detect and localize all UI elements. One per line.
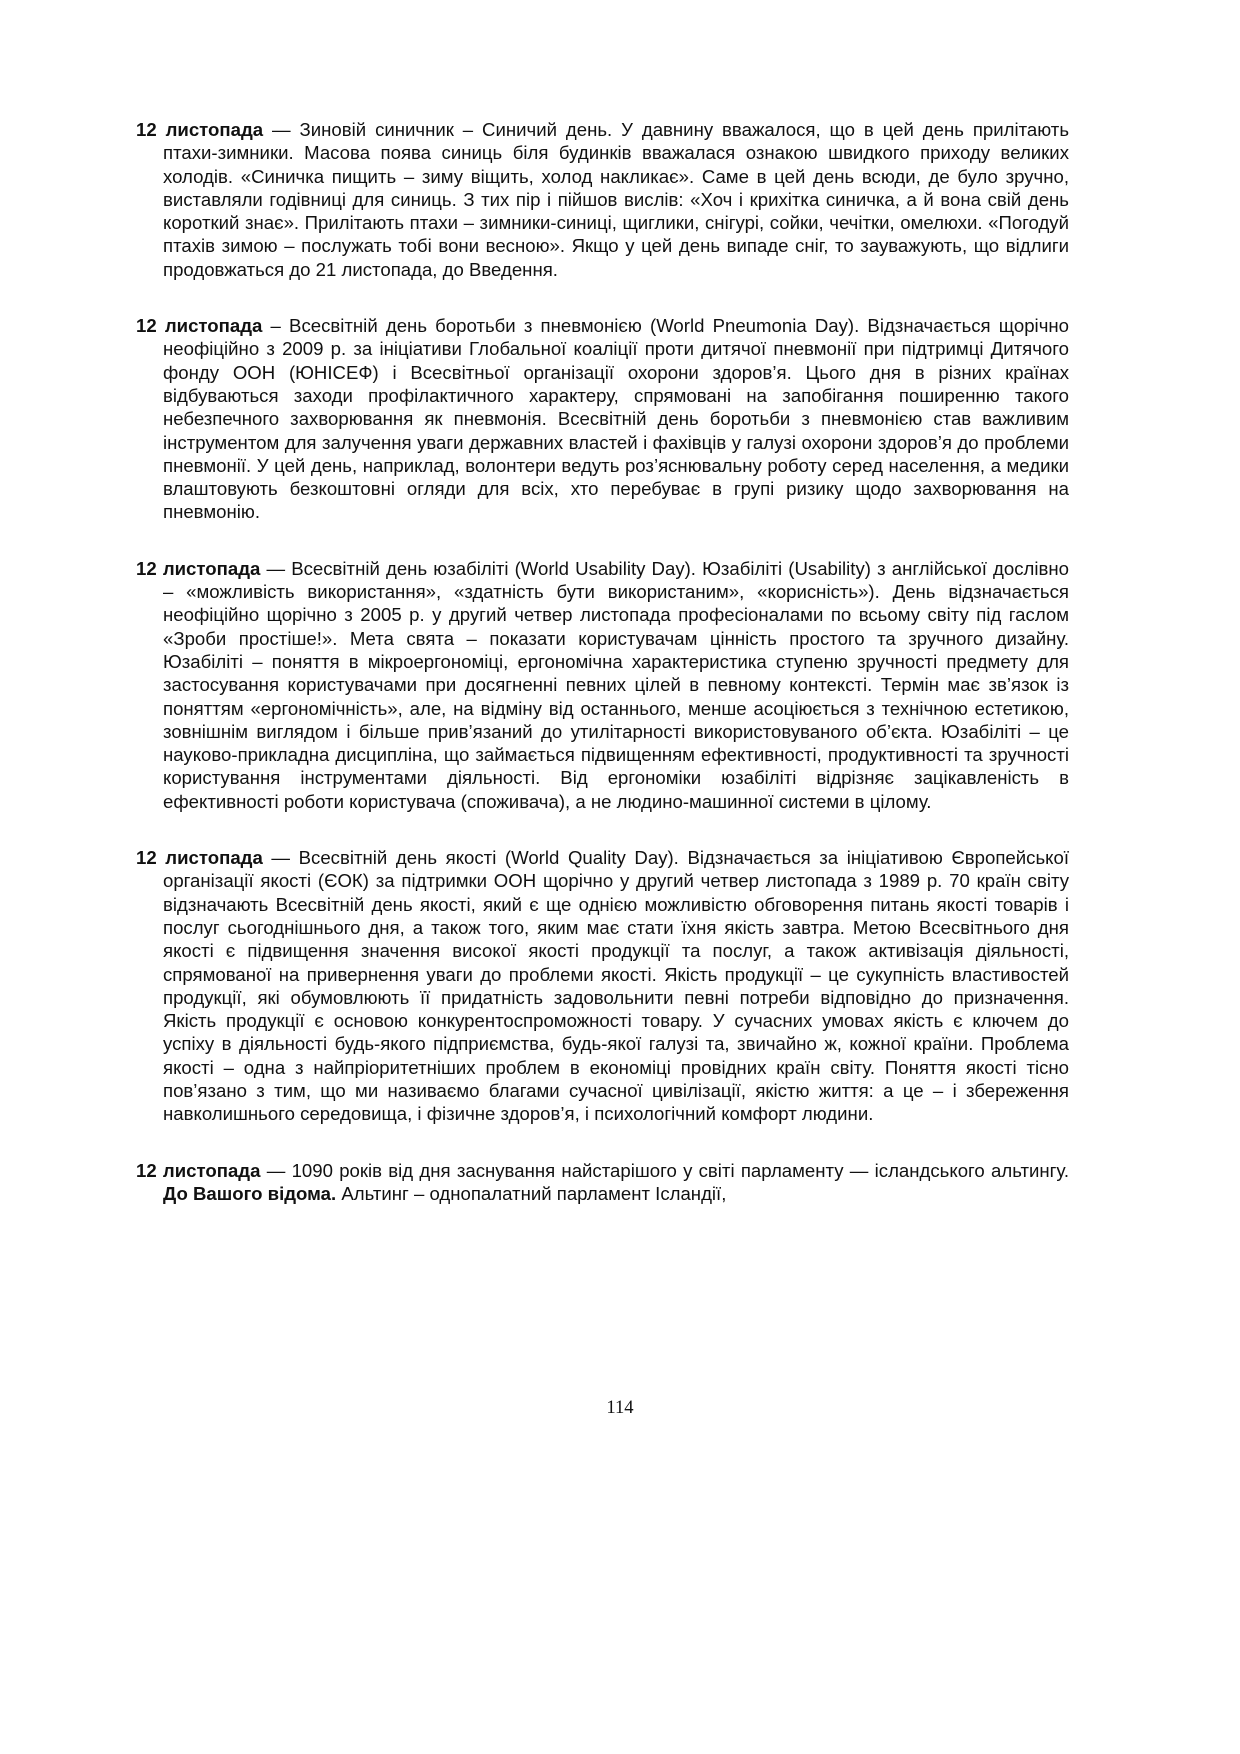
- entry-date: 12 листопада: [136, 119, 264, 140]
- entry-highlight: До Вашого відома.: [163, 1182, 337, 1204]
- entry-date: 12 листопада: [136, 557, 261, 579]
- page-content: [136, 118, 1069, 1238]
- entry-text: — Всесвітній день якості (World Quality Day). Відзначається за ініціативою Європейської організації якості (ЄОК) за підтримки ООН щорічно у другий четвер листопада з 1989 р. 70 країн світу відзначають Всесвітній день якості, який є ще однією можливістю обговорення питань якості товарів і послуг сьогоднішнього дня, а також того, яким має стати їхня якість завтра. Метою Всесвітнього дня якості є підвищення значення високої якості продукції та послуг, а також активізація діяльності, спрямованої на привернення уваги до проблеми якості. Якість продукції – це сукупність властивостей продукції, які обумовлюють її придатність задовольнити певні потреби відповідно до призначення. Якість продукції є основою конкурентоспроможності товару. У сучасних умовах якість є ключем до успіху в діяльності будь-якого підприємства, будь-якої галузі та, звичайно ж, кожної країни. Проблема якості – одна з найпріоритетніших проблем в економіці провідних країн світу. Поняття якості тісно пов’язано з тим, що ми називаємо благами сучасної цивілізації, якістю життя: а це – і збереження навколишнього середовища, і фізичне здоров’я, і психологічний комфорт людини.: [163, 847, 1069, 1125]
- entry-usability-day: [136, 557, 1069, 813]
- entry-text-continued: Альтинг – однопалатний парламент Ісландії,: [336, 1182, 727, 1204]
- page-number: 114: [606, 1397, 634, 1418]
- entry-text: — Всесвітній день юзабіліті (World Usability Day). Юзабіліті (Usability) з англійської дослівно – «можливість використання», «здатність бути використаним», «корисність»). День відзначається неофіційно щорічно з 2005 р. у другий четвер листопада професіоналами по всьому світу під гаслом «Зроби простіше!». Мета свята – показати користувачам цінність простого та зручного дизайну. Юзабіліті – поняття в мікроергономіці, ергономічна характеристика ступеню зручності предмету для застосування користувачами при досягненні певних цілей в певному контексті. Термін має зв’язок із поняттям «ергономічність», але, на відміну від останнього, менше асоціюється з технічною естетикою, зовнішнім виглядом і більше прив’язаний до утилітарності використовуваного об’єкта. Юзабіліті – це науково-прикладна дисципліна, що займається підвищенням ефективності, продуктивності та зручності користування інструментами діяльності. Від ергономіки юзабіліті відрізняє зацікавленість в ефективності роботи користувача (споживача), а не людино-машинної системи в цілому.: [163, 557, 1070, 812]
- entry-althing-anniversary: [136, 1159, 1069, 1206]
- entry-date: 12 листопада: [136, 1159, 261, 1181]
- entry-date: 12 листопада: [136, 847, 263, 869]
- entry-date: 12 листопада: [136, 315, 263, 337]
- entry-text: — 1090 років від дня заснування найстарішого у світі парламенту — ісландського альтингу.: [260, 1159, 1070, 1181]
- entry-sinichnik-day: [136, 118, 1069, 281]
- entry-pneumonia-day: [136, 314, 1069, 524]
- entry-text: – Всесвітній день боротьби з пневмонією (World Pneumonia Day). Відзначається щорічно неофіційно з 2009 р. за ініціативи Глобальної коаліції проти дитячої пневмонії при підтримці Дитячого фонду ООН (ЮНІСЕФ) і Всесвітньої організації охорони здоров’я. Цього дня в різних країнах відбуваються заходи профілактичного характеру, спрямовані на запобігання поширенню такого небезпечного захворювання як пневмонія. Всесвітній день боротьби з пневмонією став важливим інструментом для залучення уваги державних властей і фахівців у галузі охорони здоров’я до проблеми пневмонії. У цей день, наприклад, волонтери ведуть роз’яснювальну роботу серед населення, а медики влаштовують безкоштовні огляди для всіх, хто перебуває в групі ризику щодо захворювання на пневмонію.: [163, 315, 1069, 523]
- entry-quality-day: [136, 846, 1069, 1126]
- entry-text: — Зиновій синичник – Синичий день. У давнину вважалося, що в цей день прилітають птахи-зимники. Масова поява синиць біля будинків вважалася ознакою швидкого приходу великих холодів. «Синичка пищить – зиму віщить, холод накликає». Саме в цей день всюди, де було зручно, виставляли годівниці для синиць. З тих пір і пійшов вислів: «Хоч і крихітка синичка, а й вона свій день короткий знає». Прилітають птахи – зимники-синиці, щиглики, снігурі, сойки, чечітки, омелюхи. «Погодуй птахів зимою – послужать тобі вони весною». Якщо у цей день випаде сніг, то зауважують, що відлиги продовжаться до 21 листопада, до Введення.: [163, 119, 1069, 280]
